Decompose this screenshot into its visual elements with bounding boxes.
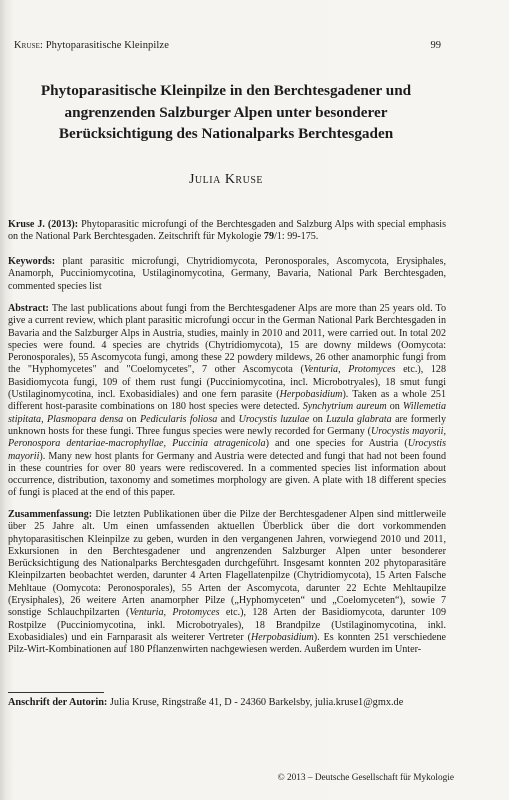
page-number: 99: [430, 40, 441, 51]
footnote-divider: [8, 692, 104, 693]
zusammenfassung-text: ). Es konnten 251 verschiedene Pilz-Wirt-Kombinationen auf 180 Pflanzenwirten nachgewiesen werden. Außerdem wurden im Unter-: [8, 631, 446, 656]
abstract-taxon: Willemetia stipitata, Plasmopara densa: [8, 401, 447, 425]
zusammenfassung-taxon: Venturia, Protomyces: [129, 607, 220, 619]
abstract-taxon: Urocystis luzulae: [238, 413, 310, 425]
citation-text: Phytoparasitic microfungi of the Berchtesgaden and Salzburg Alps with special emphasis on the National Park Berchtesgaden. Zeitschrift für Mykologie: [8, 219, 446, 243]
abstract-label: Abstract:: [8, 303, 49, 314]
abstract-taxon: Urocystis mayorii: [8, 438, 447, 462]
abstract-text: ) and one species for Austria (: [265, 438, 408, 450]
zusammenfassung-taxon: Herpobasidium: [250, 631, 314, 643]
zusammenfassung: [8, 509, 446, 657]
author-name: Julia Kruse: [188, 172, 263, 187]
copyright-notice: © 2013 – Deutsche Gesellschaft für Mykologie: [277, 773, 454, 783]
abstract-taxon: Synchytrium aureum: [302, 401, 387, 413]
abstract-text: on: [386, 401, 403, 413]
abstract-text: The last publications about fungi from the Berchtesgadener Alps are more than 25 years old. To give a current review, which plant parasitic microfungi occur in the German National Park Berchtesgaden in Bavaria and the Salzburger Alps in Austria, studies, mainly in 2010 and 2011, were carried out. In total 202 species were found. 4 species are chytrids (Chytridiomycota), 15 are downy mildews (Oomycota: Peronosporales), 55 Ascomycota fungi, among these 22 powdery mildews, 26 other anamorphic fungi from the "Hyphomycetes" and "Coelomycetes", 7 other Ascomycota (: [8, 303, 446, 376]
running-head-author: Kruse: [14, 40, 40, 51]
abstract-taxon: Venturia, Protomyces: [303, 364, 396, 376]
abstract-text: and: [217, 413, 239, 425]
address-text: Julia Kruse, Ringstraße 41, D - 24360 Barkelsby, julia.kruse1@gmx.de: [107, 697, 404, 708]
keywords-label: Keywords:: [8, 256, 56, 267]
citation-pages: /1: 99-175.: [274, 231, 319, 243]
abstract-taxon: Herpobasidium: [279, 389, 343, 401]
abstract-text: on: [309, 413, 327, 425]
abstract-text: are formerly unknown hosts for these fungi. Three fungus species were newly recorded for Germany (: [8, 413, 447, 437]
running-head: [14, 40, 437, 51]
author-address: [8, 697, 446, 709]
citation: [8, 219, 446, 244]
zusammenfassung-text: Die letzten Publikationen über die Pilze der Berchtesgadener Alpen sind mittlerweile über 25 Jahre alt. Um einen umfassenden aktuellen Überblick über die dort vorkommenden phytoparasitischen Kleinpilze zu geben, wurden in den vergangenen Jahren, vorwiegend 2010 und 2011, Exkursionen in den Berchtesgadener und angrenzenden Salzburger Alpen unter besonderer Berücksichtigung des Nationalparks Berchtesgaden durchgeführt. Insgesamt konnten 202 phytoparasitäre Kleinpilzarten beobachtet werden, darunter 4 Arten Flagellatenpilze (Chytridiomycota), 15 Arten Falsche Mehltaue (Oomycota: Peronosporales), 55 Arten der Ascomycota, darunter 22 Echte Mehltaupilze (Erysiphales), 26 weitere Arten anamorpher Pilze („Hyphomyceten“ und „Coelomyceten“), sowie 7 sonstige Schlauchpilzarten (: [8, 509, 446, 619]
abstract-text: on: [123, 413, 140, 425]
citation-label: Kruse J. (2013):: [8, 219, 79, 230]
abstract-taxon: Pedicularis foliosa: [139, 413, 218, 425]
citation-volume: 79: [263, 231, 275, 243]
abstract-text: ). Many new host plants for Germany and Austria were detected and fungi that had not been found in these countries for over 80 years were rediscovered. In a commented species list information about occurrence, distribution, taxonomy and sometimes morphology are given. A plate with 18 different species of fungi is placed at the end of this paper.: [8, 450, 446, 499]
abstract: [8, 303, 446, 500]
abstract-taxon: Luzula glabrata: [326, 413, 392, 425]
paper-title: Phytoparasitische Kleinpilze in den Berchtesgadener und angrenzenden Salzburger Alpen unter besonderer Berücksichtigung des Nationalparks Berchtesgaden: [40, 82, 412, 142]
keywords: [8, 256, 446, 293]
address-label: Anschrift der Autorin:: [8, 697, 108, 708]
zusammenfassung-text: etc.), 128 Arten der Basidiomycota, darunter 109 Rostpilze (Pucciniomycotina, inkl. Microbotryales), 18 Brandpilze (Ustilaginomycotina, inkl. Exobasidiales) und ein Farnparasit als weiterer Vertreter (: [8, 607, 446, 643]
abstract-text: etc.), 128 Basidiomycota fungi, 109 of them rust fungi (Pucciniomycotina, incl. Microbotryales), 18 smut fungi (Ustilaginomycotina, incl. Exobasidiales) and one fern parasite (: [8, 364, 446, 401]
abstract-text: ). Taken as a whole 251 different host-parasite combinations on 180 host species were detected.: [8, 389, 446, 413]
running-head-title: : Phytoparasitische Kleinpilze: [39, 40, 169, 51]
keywords-text: plant parasitic microfungi, Chytridiomycota, Peronosporales, Ascomycota, Erysiphales, Anamorph, Pucciniomycotina, Ustilaginomycotina, Germany, Bavaria, National Park Berchtesgaden, commented species list: [8, 256, 446, 292]
abstract-taxon: Urocystis mayorii, Peronospora dentariae-macrophyllae, Puccinia atragenicola: [8, 425, 446, 450]
zusammenfassung-label: Zusammenfassung:: [8, 509, 93, 520]
